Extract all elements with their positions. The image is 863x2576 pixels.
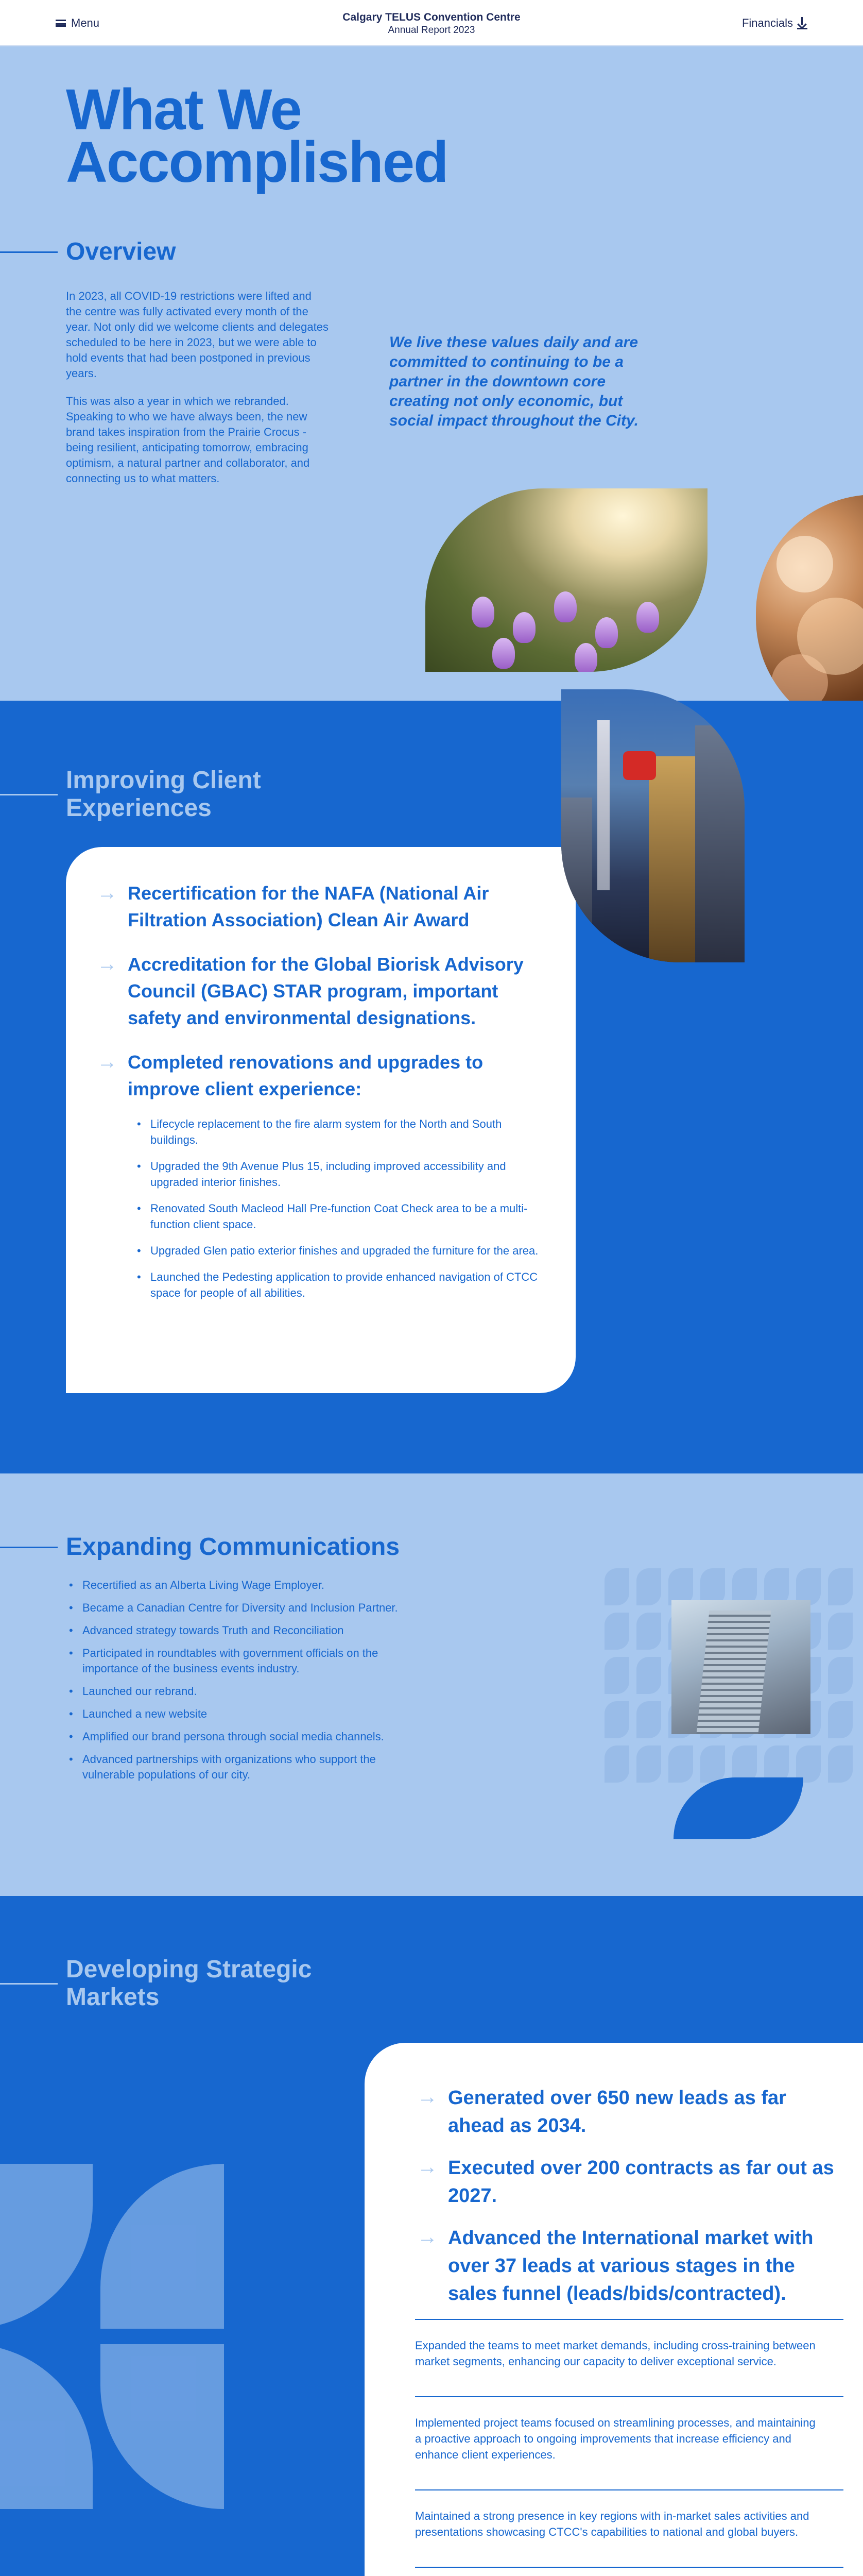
financials-button[interactable] <box>742 16 807 30</box>
top-bar <box>0 0 863 46</box>
list-item: • Advanced partnerships with organizations who support the vulnerable populations of our city. <box>80 1752 420 1783</box>
markets-card <box>365 2043 863 2576</box>
decorative-leaf <box>605 1701 629 1738</box>
bokeh-photo <box>756 495 863 701</box>
achievement-text: Advanced the International market with over 37 leads at various stages in the sales funnel (leads/bids/contracted). <box>448 2227 814 2304</box>
markets-section <box>0 1896 863 2576</box>
achievement-text: Completed renovations and upgrades to improve client experience: <box>128 1052 484 1099</box>
overview-paragraph: This was also a year in which we rebranded. Speaking to who we have always been, the new brand takes inspiration from the Prairie Crocus - being resilient, anticipating tomorrow, embracing optimism, a natural partner and collaborator, and connecting us to what matters. <box>66 395 310 485</box>
achievement-text: Executed over 200 contracts as far out as 2027. <box>448 2157 834 2207</box>
communications-list <box>80 1578 420 1790</box>
client-heading-text <box>66 767 261 822</box>
achievement-item <box>417 2224 843 2308</box>
decorative-leaf <box>668 1745 693 1783</box>
decorative-leaf <box>636 1613 661 1650</box>
decorative-leaf <box>828 1745 853 1783</box>
arrow-right-icon: → <box>417 2226 438 2248</box>
list-item: • Upgraded the 9th Avenue Plus 15, including improved accessibility and upgraded interior finishes. <box>148 1158 546 1190</box>
arrow-right-icon: → <box>97 953 117 975</box>
overview-heading-text: Overview <box>66 238 176 265</box>
achievement-text: Recertification for the NAFA (National Air Filtration Association) Clean Air Award <box>128 883 489 930</box>
communications-heading <box>0 1533 400 1561</box>
list-item: • Advanced strategy towards Truth and Reconciliation <box>80 1623 420 1638</box>
decorative-leaf <box>100 2164 224 2329</box>
achievement-text: Accreditation for the Global Biorisk Advisory Council (GBAC) STAR program, important safety and environmental designations. <box>128 954 524 1028</box>
decorative-leaf <box>605 1568 629 1605</box>
overview-paragraph: In 2023, all COVID-19 restrictions were lifted and the centre was fully activated every month of the year. Not only did we welcome clients and delegates scheduled to be here in 2023, but we were able to hold events that had been postponed in previous years. <box>66 290 329 380</box>
markets-heading-line1: Developing Strategic <box>66 1956 312 1983</box>
list-item: • Renovated South Macleod Hall Pre-function Coat Check area to be a multi-function client space. <box>148 1200 546 1232</box>
markets-heading-line2: Markets <box>66 1984 160 2011</box>
list-item: • Amplified our brand persona through social media channels. <box>80 1729 420 1744</box>
decorative-leaf <box>674 1777 803 1839</box>
values-quote: We live these values daily and are committed to continuing to be a partner in the downtown core creating not only economic, but social impact throughout the City. <box>389 334 638 429</box>
markets-detail: Implemented project teams focused on streamlining processes, and maintaining a proactive approach to ongoing improvements that increase efficiency and enhance client experiences. <box>415 2396 843 2489</box>
decorative-leaf <box>636 1568 661 1605</box>
decorative-leaf <box>100 2344 224 2509</box>
decorative-leaf <box>828 1568 853 1605</box>
achievement-item <box>417 2154 843 2210</box>
crocus-photo <box>425 488 707 672</box>
decorative-leaf <box>605 1657 629 1694</box>
decorative-leaf <box>0 2164 93 2329</box>
heading-rule <box>0 1547 58 1548</box>
menu-label: Menu <box>71 16 100 29</box>
download-icon <box>797 17 807 29</box>
markets-heading <box>0 1956 312 2011</box>
achievement-item <box>97 951 546 1031</box>
decorative-leaf <box>636 1657 661 1694</box>
arrow-right-icon: → <box>97 882 117 904</box>
arrow-right-icon: → <box>417 2156 438 2178</box>
client-experiences-card <box>66 847 576 1393</box>
list-item: • Recertified as an Alberta Living Wage Employer. <box>80 1578 420 1593</box>
overview-text <box>66 289 329 486</box>
list-item: • Lifecycle replacement to the fire alarm system for the North and South buildings. <box>148 1116 546 1148</box>
list-item: • Participated in roundtables with government officials on the importance of the business events industry. <box>80 1646 420 1676</box>
page-title <box>66 77 448 194</box>
heading-rule <box>0 1983 58 1985</box>
decorative-leaf <box>828 1701 853 1738</box>
page-title-line1: What We <box>66 77 301 142</box>
brand-name: Calgary TELUS Convention Centre <box>342 11 521 23</box>
financials-label: Financials <box>741 16 793 29</box>
list-item: • Became a Canadian Centre for Diversity and Inclusion Partner. <box>80 1600 420 1616</box>
arrow-right-icon: → <box>417 2086 438 2108</box>
overview-section <box>0 46 863 701</box>
achievement-text: Generated over 650 new leads as far ahead as 2034. <box>448 2087 786 2137</box>
decorative-leaf <box>605 1613 629 1650</box>
list-item: • Launched a new website <box>80 1706 420 1722</box>
markets-heading-text <box>66 1956 312 2011</box>
list-item: • Launched our rebrand. <box>80 1684 420 1699</box>
brand[interactable] <box>0 11 863 36</box>
calgary-tower-photo <box>561 689 745 962</box>
decorative-leaf <box>828 1613 853 1650</box>
decorative-leaf <box>0 2344 93 2509</box>
overview-heading <box>0 238 176 266</box>
client-experiences-section <box>0 701 863 1473</box>
building-photo <box>671 1600 810 1734</box>
list-item: • Launched the Pedesting application to provide enhanced navigation of CTCC space for people of all abilities. <box>148 1269 546 1301</box>
heading-rule <box>0 794 58 795</box>
markets-detail: Expanded the teams to meet market demands, including cross-training between market segments, enhancing our capacity to deliver exceptional service. <box>415 2319 843 2396</box>
arrow-right-icon: → <box>97 1050 117 1073</box>
communications-heading-text: Expanding Communications <box>66 1533 400 1561</box>
markets-detail: Maintained a strong presence in key regions with in-market sales activities and presentations showcasing CTCC's capabilities to national and global buyers. <box>415 2489 843 2568</box>
upgrades-list <box>148 1116 546 1301</box>
page-title-line2: Accomplished <box>66 130 448 194</box>
decorative-leaf <box>636 1745 661 1783</box>
decorative-leaf <box>636 1701 661 1738</box>
heading-rule <box>0 251 58 253</box>
decorative-leaf <box>828 1657 853 1694</box>
achievement-item <box>417 2084 843 2140</box>
decorative-leaf <box>605 1745 629 1783</box>
client-heading-line1: Improving Client <box>66 767 261 794</box>
decorative-leaf <box>700 1745 725 1783</box>
client-heading-line2: Experiences <box>66 794 212 822</box>
brand-subtitle: Annual Report 2023 <box>388 25 475 36</box>
achievement-item <box>97 1049 546 1103</box>
communications-section <box>0 1473 863 1896</box>
list-item: • Upgraded Glen patio exterior finishes and upgraded the furniture for the area. <box>148 1243 546 1259</box>
achievement-item <box>97 880 546 934</box>
client-heading <box>0 767 261 822</box>
